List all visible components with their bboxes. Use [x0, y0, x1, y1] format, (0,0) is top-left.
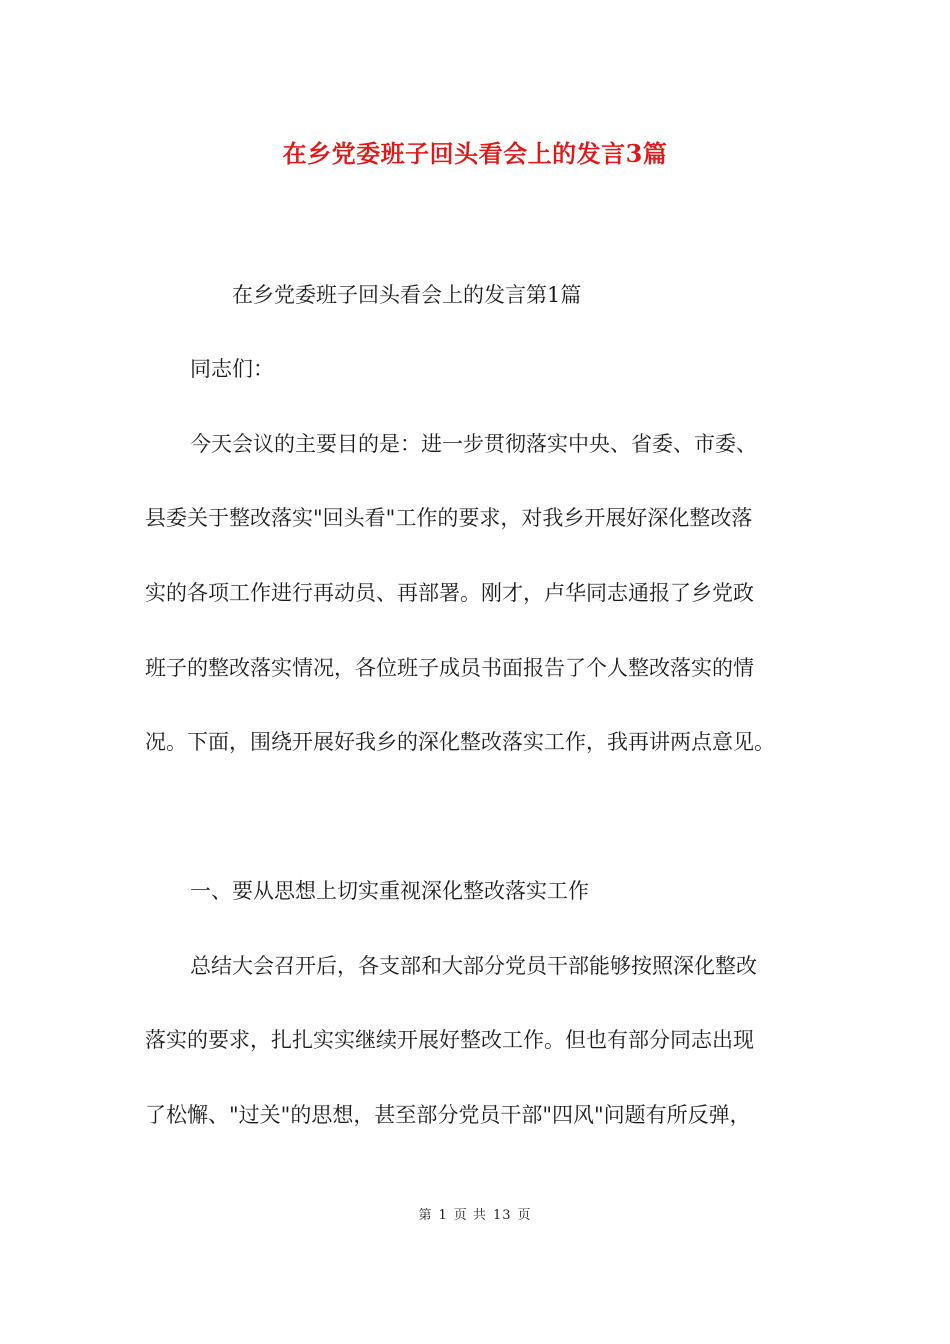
page-footer — [0, 1206, 950, 1226]
paragraph-line-6: 总结大会召开后，各支部和大部分党员干部能够按照深化整改 — [190, 954, 757, 978]
document-title: 在乡党委班子回头看会上的发言3篇 — [282, 139, 668, 168]
section-heading-part1: 在乡党委班子回头看会上的发言第1篇 — [232, 283, 582, 307]
footer-prefix: 第 — [418, 1208, 433, 1223]
footer-middle: 页 共 — [453, 1208, 487, 1223]
paragraph-line-1: 今天会议的主要目的是：进一步贯彻落实中央、省委、市委、 — [190, 432, 757, 456]
paragraph-line-5: 况。下面，围绕开展好我乡的深化整改落实工作，我再讲两点意见。 — [145, 730, 775, 754]
footer-suffix: 页 — [517, 1208, 532, 1223]
paragraph-line-4: 班子的整改落实情况，各位班子成员书面报告了个人整改落实的情 — [145, 656, 754, 680]
paragraph-line-7: 落实的要求，扎扎实实继续开展好整改工作。但也有部分同志出现 — [145, 1028, 754, 1052]
footer-page-number: 1 — [438, 1208, 448, 1223]
footer-total-pages: 13 — [492, 1208, 512, 1223]
paragraph-line-2: 县委关于整改落实"回头看"工作的要求，对我乡开展好深化整改落 — [145, 506, 753, 530]
paragraph-line-3: 实的各项工作进行再动员、再部署。刚才，卢华同志通报了乡党政 — [145, 581, 754, 605]
salutation: 同志们： — [190, 357, 274, 381]
section-heading-1: 一、要从思想上切实重视深化整改落实工作 — [190, 879, 589, 903]
paragraph-line-8: 了松懈、"过关"的思想，甚至部分党员干部"四风"问题有所反弹， — [145, 1103, 751, 1127]
